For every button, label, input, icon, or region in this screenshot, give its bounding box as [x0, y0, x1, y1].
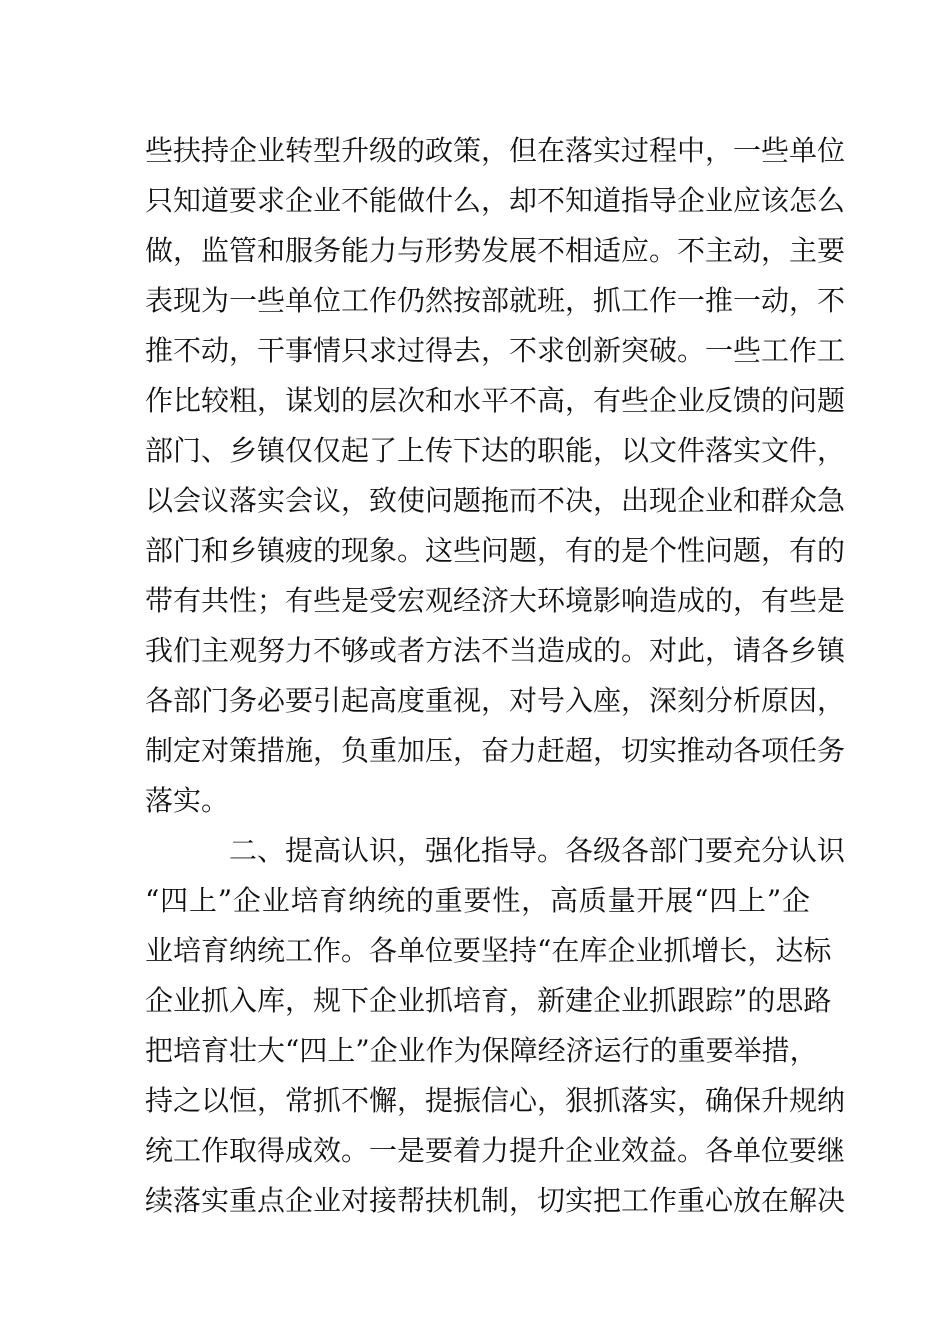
text-line-12: 各部门务必要引起高度重视，对号入座，深刻分析原因， — [145, 684, 846, 717]
text-line-19: 把培育壮大“四上”企业作为保障经济运行的重要举措， — [145, 1034, 818, 1067]
text-line-5: 推不动，干事情只求过得去，不求创新突破。一些工作工 — [145, 334, 846, 367]
text-line-6: 作比较粗，谋划的层次和水平不高，有些企业反馈的问题 — [145, 384, 846, 417]
text-line-3: 做，监管和服务能力与形势发展不相适应。不主动，主要 — [145, 234, 846, 267]
text-line-11: 我们主观努力不够或者方法不当造成的。对此，请各乡镇 — [145, 634, 846, 667]
text-line-10: 带有共性；有些是受宏观经济大环境影响造成的，有些是 — [145, 584, 846, 617]
text-line-18: 企业抓入库，规下企业抓培育，新建企业抓跟踪”的思路 — [145, 984, 832, 1017]
text-line-16: “四上”企业培育纳统的重要性，高质量开展“四上”企 — [145, 884, 810, 917]
text-line-21: 统工作取得成效。一是要着力提升企业效益。各单位要继 — [145, 1134, 846, 1167]
text-line-22: 续落实重点企业对接帮扶机制，切实把工作重心放在解决 — [145, 1184, 846, 1217]
text-line-1: 些扶持企业转型升级的政策，但在落实过程中，一些单位 — [145, 134, 846, 167]
text-line-17: 业培育纳统工作。各单位要坚持“在库企业抓增长，达标 — [145, 934, 832, 967]
text-line-20: 持之以恒，常抓不懈，提振信心，狠抓落实，确保升规纳 — [145, 1084, 846, 1117]
text-line-13: 制定对策措施，负重加压，奋力赶超，切实推动各项任务 — [145, 734, 846, 767]
text-line-2: 只知道要求企业不能做什么，却不知道指导企业应该怎么 — [145, 184, 846, 217]
text-line-9: 部门和乡镇疲的现象。这些问题，有的是个性问题，有的 — [145, 534, 846, 567]
text-line-14: 落实。 — [145, 784, 230, 817]
text-line-4: 表现为一些单位工作仍然按部就班，抓工作一推一动，不 — [145, 284, 846, 317]
text-line-7: 部门、乡镇仅仅起了上传下达的职能，以文件落实文件， — [145, 434, 846, 467]
body-text — [145, 126, 846, 1226]
text-line-15: 二、提高认识，强化指导。各级各部门要充分认识 — [229, 834, 846, 867]
text-line-8: 以会议落实会议，致使问题拖而不决，出现企业和群众急 — [145, 484, 846, 517]
